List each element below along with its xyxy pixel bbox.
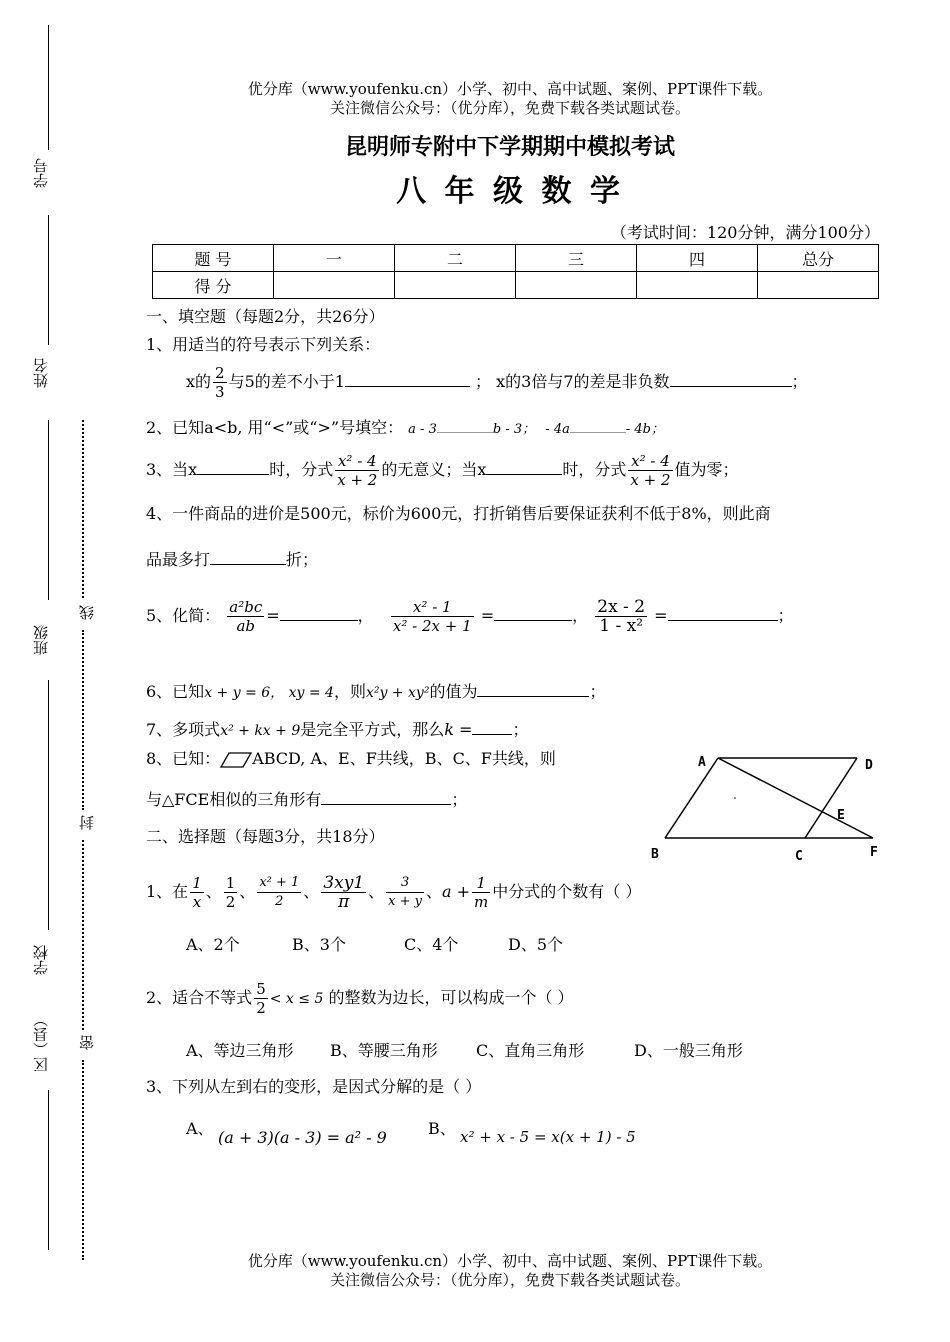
- fraction: $\frac{3xy1}{\pi}$: [323, 873, 365, 912]
- score-input-cell[interactable]: [395, 272, 516, 299]
- figure-label-d: D: [865, 758, 873, 773]
- s1-q6: 6、已知x + y = 6， xy = 4，则x²y + xy²的值为 ；: [146, 682, 606, 701]
- s2-q3-option-a-label[interactable]: A、: [186, 1119, 214, 1138]
- fraction: $\frac{\text{x² - 1}}{\text{x² - 2x + 1}}$: [392, 598, 472, 635]
- answer-blank[interactable]: [345, 370, 470, 387]
- s2-q3-option-b-label[interactable]: B、: [428, 1119, 456, 1138]
- figure-edge-ab: [665, 758, 718, 838]
- class-label: 班级: [32, 625, 50, 655]
- s1-q8-line2: 与△FCE相似的三角形有 ；: [146, 790, 468, 809]
- fraction: $\frac{2}{3}$: [215, 364, 225, 401]
- table-cell: 三: [516, 245, 637, 272]
- table-cell: 得 分: [153, 272, 274, 299]
- s1-q7: 7、多项式x² + kx + 9是完全平方式，那么k = ；: [146, 720, 529, 739]
- s2-q2-option-b[interactable]: B、等腰三角形: [330, 1041, 438, 1060]
- answer-blank[interactable]: [197, 458, 269, 475]
- s1-q4-line1: 4、一件商品的进价是500元，标价为600元，打折销售后要保证获利不低于8%，则此商: [146, 504, 771, 523]
- seal-seal-label: 封: [78, 815, 96, 830]
- seal-dotted-line: [82, 630, 84, 810]
- seal-dotted-line: [82, 840, 84, 1030]
- answer-blank[interactable]: [280, 604, 358, 621]
- figure-label-b: B: [651, 847, 659, 862]
- header-line-2: 关注微信公众号：（优分库），免费下载各类试题试卷。: [329, 99, 690, 117]
- fraction: $\frac{1}{2}$: [225, 874, 236, 911]
- binding-line: [48, 215, 49, 345]
- fraction: $\frac{\text{x² - 4}}{x + 2}$: [337, 452, 378, 489]
- score-input-cell[interactable]: [758, 272, 879, 299]
- s2-q1-option-a[interactable]: A、2个: [186, 935, 240, 954]
- parallelogram-figure: [645, 748, 885, 868]
- fraction: $\frac{5}{2}$: [256, 980, 266, 1017]
- fraction: $\frac{\text{x² + 1}}{2}$: [259, 875, 300, 909]
- s2-q1: 1、在 $\frac{1}{x}$ 、 $\frac{1}{2}$ 、 $\frac{\text{x² + 1}}{2}$ 、 $\frac{3xy1}{\pi}$ 、 $\frac{3}{x + y}$ 、a + $\frac{1}{m}$ 中分式的个数有（ ）: [146, 873, 642, 912]
- s2-q3: 3、下列从左到右的变形，是因式分解的是（ ）: [146, 1077, 482, 1096]
- s1-q1-stem: 1、用适当的符号表示下列关系：: [146, 335, 381, 354]
- fraction: $\frac{2x - 2}{\text{1 - x²}}$: [597, 597, 646, 636]
- exam-title: 昆明师专附中下学期期中模拟考试: [344, 134, 675, 160]
- seal-secret-label: 密: [78, 1035, 96, 1050]
- s2-q2-option-c[interactable]: C、直角三角形: [476, 1041, 585, 1060]
- s2-q1-option-b[interactable]: B、3个: [292, 935, 346, 954]
- header-line-1: 优分库（www.youfenku.cn）小学、初中、高中试题、案例、PPT课件下载。: [247, 80, 773, 98]
- table-cell: 四: [637, 245, 758, 272]
- s2-q2-option-d[interactable]: D、一般三角形: [634, 1041, 743, 1060]
- answer-blank[interactable]: [321, 788, 451, 805]
- score-input-cell[interactable]: [274, 272, 395, 299]
- table-cell: 一: [274, 245, 395, 272]
- s2-q1-option-d[interactable]: D、5个: [508, 935, 564, 954]
- figure-dot: [734, 797, 736, 799]
- exam-subtitle: 八 年 级 数 学: [396, 174, 624, 209]
- figure-label-a: A: [698, 755, 706, 770]
- s2-q3-option-b[interactable]: x² + x - 5 = x(x + 1) - 5: [460, 1128, 636, 1146]
- section2-heading: 二、选择题（每题3分，共18分）: [146, 827, 385, 846]
- score-table-score-row: [153, 272, 879, 299]
- s1-q5: 5、化简： $\frac{\text{a²bc}}{ab}$ = ， $\frac{\text{x² - 1}}{\text{x² - 2x + 1}}$ = ， $\frac{2x - 2}{\text{1 - x²}}$ = ；: [146, 597, 794, 636]
- figure-label-c: C: [795, 849, 803, 864]
- seal-line-label: 线: [78, 605, 96, 620]
- fraction: $\frac{3}{x + y}$: [388, 875, 422, 909]
- fraction: $\frac{1}{m}$: [474, 874, 489, 911]
- fraction: $\frac{1}{x}$: [192, 874, 202, 911]
- student-no-label: 学号: [32, 158, 50, 188]
- answer-blank[interactable]: [670, 370, 792, 387]
- score-input-cell[interactable]: [516, 272, 637, 299]
- s2-q1-option-c[interactable]: C、4个: [404, 935, 459, 954]
- footer-line-2: 关注微信公众号：（优分库），免费下载各类试题试卷。: [329, 1271, 690, 1289]
- district-label: 区（县）: [32, 1012, 50, 1072]
- answer-blank[interactable]: [210, 548, 286, 565]
- s2-q2: 2、适合不等式 $\frac{5}{2}$ < x ≤ 5 的整数为边长，可以构成一个（ ）: [146, 980, 574, 1017]
- seal-dotted-line: [82, 1060, 84, 1260]
- binding-line: [48, 1090, 49, 1250]
- answer-blank[interactable]: [570, 416, 626, 433]
- s2-q3-option-a[interactable]: (a + 3)(a - 3) = a² - 9: [218, 1128, 387, 1147]
- fraction: $\frac{\text{a²bc}}{ab}$: [229, 598, 263, 635]
- answer-blank[interactable]: [494, 604, 572, 621]
- score-input-cell[interactable]: [637, 272, 758, 299]
- answer-blank[interactable]: [477, 680, 589, 697]
- table-cell: 总分: [758, 245, 879, 272]
- s1-q1-body: x的 $\frac{2}{3}$ 与5的差不小于1 ； x的3倍与7的差是非负数 ；: [186, 364, 808, 401]
- s1-q2: 2、已知a<b, 用“<”或“>”号填空： a - 3 b - 3； - 4a - 4b；: [146, 418, 664, 437]
- score-table: [152, 244, 879, 299]
- footer-line-1: 优分库（www.youfenku.cn）小学、初中、高中试题、案例、PPT课件下载。: [247, 1252, 773, 1270]
- answer-blank[interactable]: [486, 458, 562, 475]
- fraction: $\frac{\text{x² - 4}}{x + 2}$: [630, 452, 671, 489]
- section1-heading: 一、填空题（每题2分，共26分）: [146, 307, 385, 326]
- table-cell: 二: [395, 245, 516, 272]
- answer-blank[interactable]: [437, 416, 493, 433]
- parallelogram-icon: [220, 752, 252, 768]
- table-cell: 题 号: [153, 245, 274, 272]
- seal-dotted-line: [82, 420, 84, 598]
- s1-q8-line1: 8、已知： ABCD, A、E、F共线，B、C、F共线，则: [146, 749, 556, 768]
- school-label: 学校: [32, 945, 50, 975]
- figure-label-f: F: [870, 845, 878, 860]
- s1-q3: 3、当x 时，分式 $\frac{\text{x² - 4}}{x + 2}$ 的无意义；当x 时，分式 $\frac{\text{x² - 4}}{x + 2}$ 值为零；: [146, 452, 739, 489]
- s2-q2-option-a[interactable]: A、等边三角形: [186, 1041, 294, 1060]
- s1-q4-line2: 品最多打 折；: [146, 550, 319, 569]
- answer-blank[interactable]: [668, 604, 778, 621]
- exam-info: （考试时间：120分钟，满分100分）: [610, 223, 880, 242]
- binding-line: [48, 680, 49, 930]
- answer-blank[interactable]: [472, 718, 512, 735]
- binding-line: [48, 420, 49, 600]
- name-label: 姓名: [32, 358, 50, 388]
- score-table-header-row: [153, 245, 879, 272]
- figure-label-e: E: [837, 808, 845, 823]
